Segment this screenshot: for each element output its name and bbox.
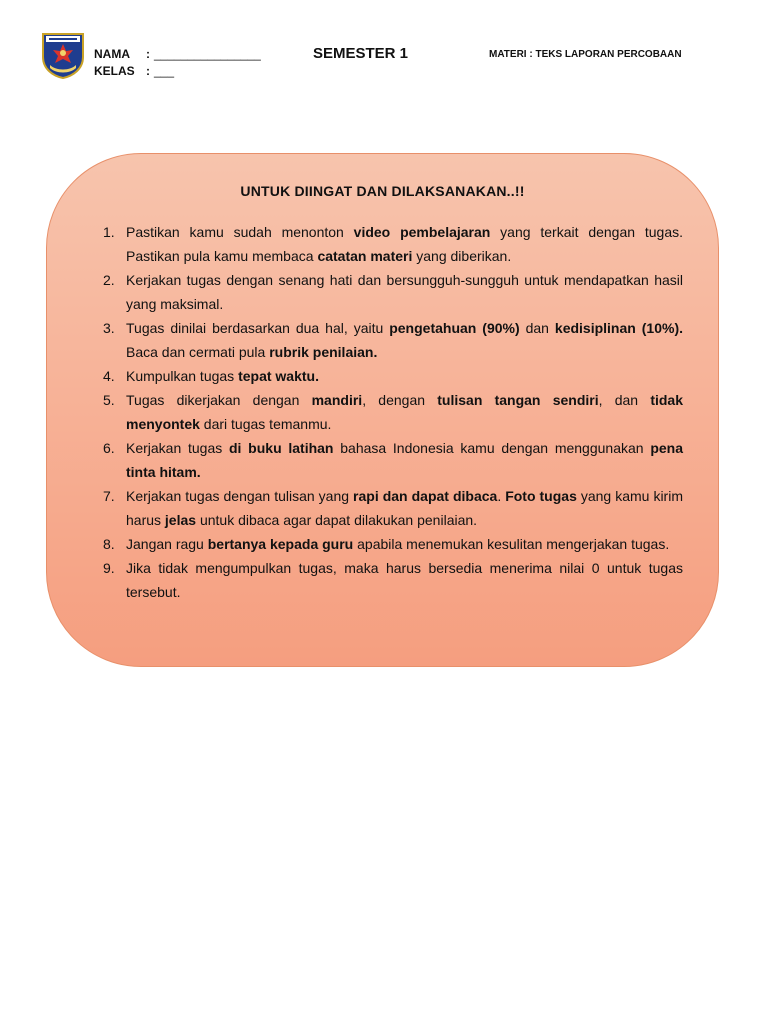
rule-text: , dengan <box>362 392 438 408</box>
rule-emphasis: Foto tugas <box>505 488 577 504</box>
rule-number: 9. <box>103 560 115 576</box>
rule-item <box>103 220 683 268</box>
rule-emphasis: kedisiplinan (10%). <box>554 320 683 336</box>
rule-number: 5. <box>103 392 115 408</box>
rule-emphasis: bertanya kepada guru <box>207 536 354 552</box>
rule-item <box>103 364 683 388</box>
rule-item <box>103 556 683 604</box>
rule-emphasis: mandiri <box>311 392 363 408</box>
school-crest-icon <box>40 31 86 79</box>
rule-item <box>103 436 683 484</box>
rule-text: apabila menemukan kesulitan mengerjakan tugas. <box>353 536 670 552</box>
kelas-row <box>94 64 174 78</box>
rule-emphasis: tepat waktu. <box>238 368 319 384</box>
rule-number: 8. <box>103 536 115 552</box>
rule-item <box>103 316 683 364</box>
rule-text: Jangan ragu <box>126 536 208 552</box>
rule-text: Tugas dinilai berdasarkan dua hal, yaitu <box>126 320 390 336</box>
rule-text: Kerjakan tugas dengan tulisan yang <box>126 488 354 504</box>
rule-text: , dan <box>598 392 651 408</box>
rule-emphasis: rubrik penilaian. <box>269 344 378 360</box>
rule-emphasis: video pembelajaran <box>353 224 491 240</box>
rule-number: 2. <box>103 272 115 288</box>
rule-emphasis: jelas <box>164 512 197 528</box>
rule-item <box>103 268 683 316</box>
rule-item <box>103 388 683 436</box>
rule-emphasis: tidak menyontek <box>126 392 684 432</box>
nama-field[interactable]: ________________ <box>154 47 261 61</box>
rule-text: dari tugas temanmu. <box>199 416 332 432</box>
rule-text: bahasa Indonesia kamu dengan menggunakan <box>333 440 651 456</box>
rule-emphasis: catatan materi <box>317 248 413 264</box>
rule-number: 4. <box>103 368 115 384</box>
rule-text: . <box>497 488 506 504</box>
rule-text: Tugas dikerjakan dengan <box>126 392 312 408</box>
rule-text: untuk dibaca agar dapat dilakukan penilaian. <box>196 512 478 528</box>
rule-text: yang terkait dengan tugas. Pastikan pula kamu membaca <box>126 224 684 264</box>
rules-list <box>103 220 683 604</box>
rule-text: yang kamu kirim harus <box>126 488 683 528</box>
notice-box <box>46 153 719 667</box>
rule-number: 3. <box>103 320 115 336</box>
rule-text: Pastikan kamu sudah menonton <box>126 224 354 240</box>
rule-emphasis: pena tinta hitam. <box>126 440 683 480</box>
nama-label: NAMA <box>94 47 130 61</box>
rule-text: dan <box>519 320 555 336</box>
materi-label: MATERI : TEKS LAPORAN PERCOBAAN <box>489 49 682 60</box>
kelas-colon: : <box>146 64 150 78</box>
rule-emphasis: rapi dan dapat dibaca <box>353 488 498 504</box>
rule-number: 6. <box>103 440 115 456</box>
rule-emphasis: tulisan tangan sendiri <box>437 392 599 408</box>
kelas-label: KELAS <box>94 64 135 78</box>
rule-emphasis: di buku latihan <box>229 440 334 456</box>
semester-title: SEMESTER 1 <box>313 45 409 62</box>
rule-text: Kumpulkan tugas <box>126 368 239 384</box>
notice-title: UNTUK DIINGAT DAN DILAKSANAKAN..!! <box>240 183 525 199</box>
kelas-field[interactable]: ___ <box>154 64 175 78</box>
rule-text: Jika tidak mengumpulkan tugas, maka harus bersedia menerima nilai 0 untuk tugas tersebut. <box>126 560 683 600</box>
rule-emphasis: pengetahuan (90%) <box>389 320 520 336</box>
rule-number: 1. <box>103 224 115 240</box>
rule-text: Kerjakan tugas dengan senang hati dan bersungguh-sungguh untuk mendapatkan hasil yang maksimal. <box>126 272 683 312</box>
rule-text: Baca dan cermati pula <box>126 344 270 360</box>
nama-row <box>94 47 261 61</box>
rule-text: yang diberikan. <box>412 248 512 264</box>
rule-number: 7. <box>103 488 115 504</box>
rule-item <box>103 532 683 556</box>
rule-item <box>103 484 683 532</box>
rule-text: Kerjakan tugas <box>126 440 229 456</box>
nama-colon: : <box>146 47 150 61</box>
